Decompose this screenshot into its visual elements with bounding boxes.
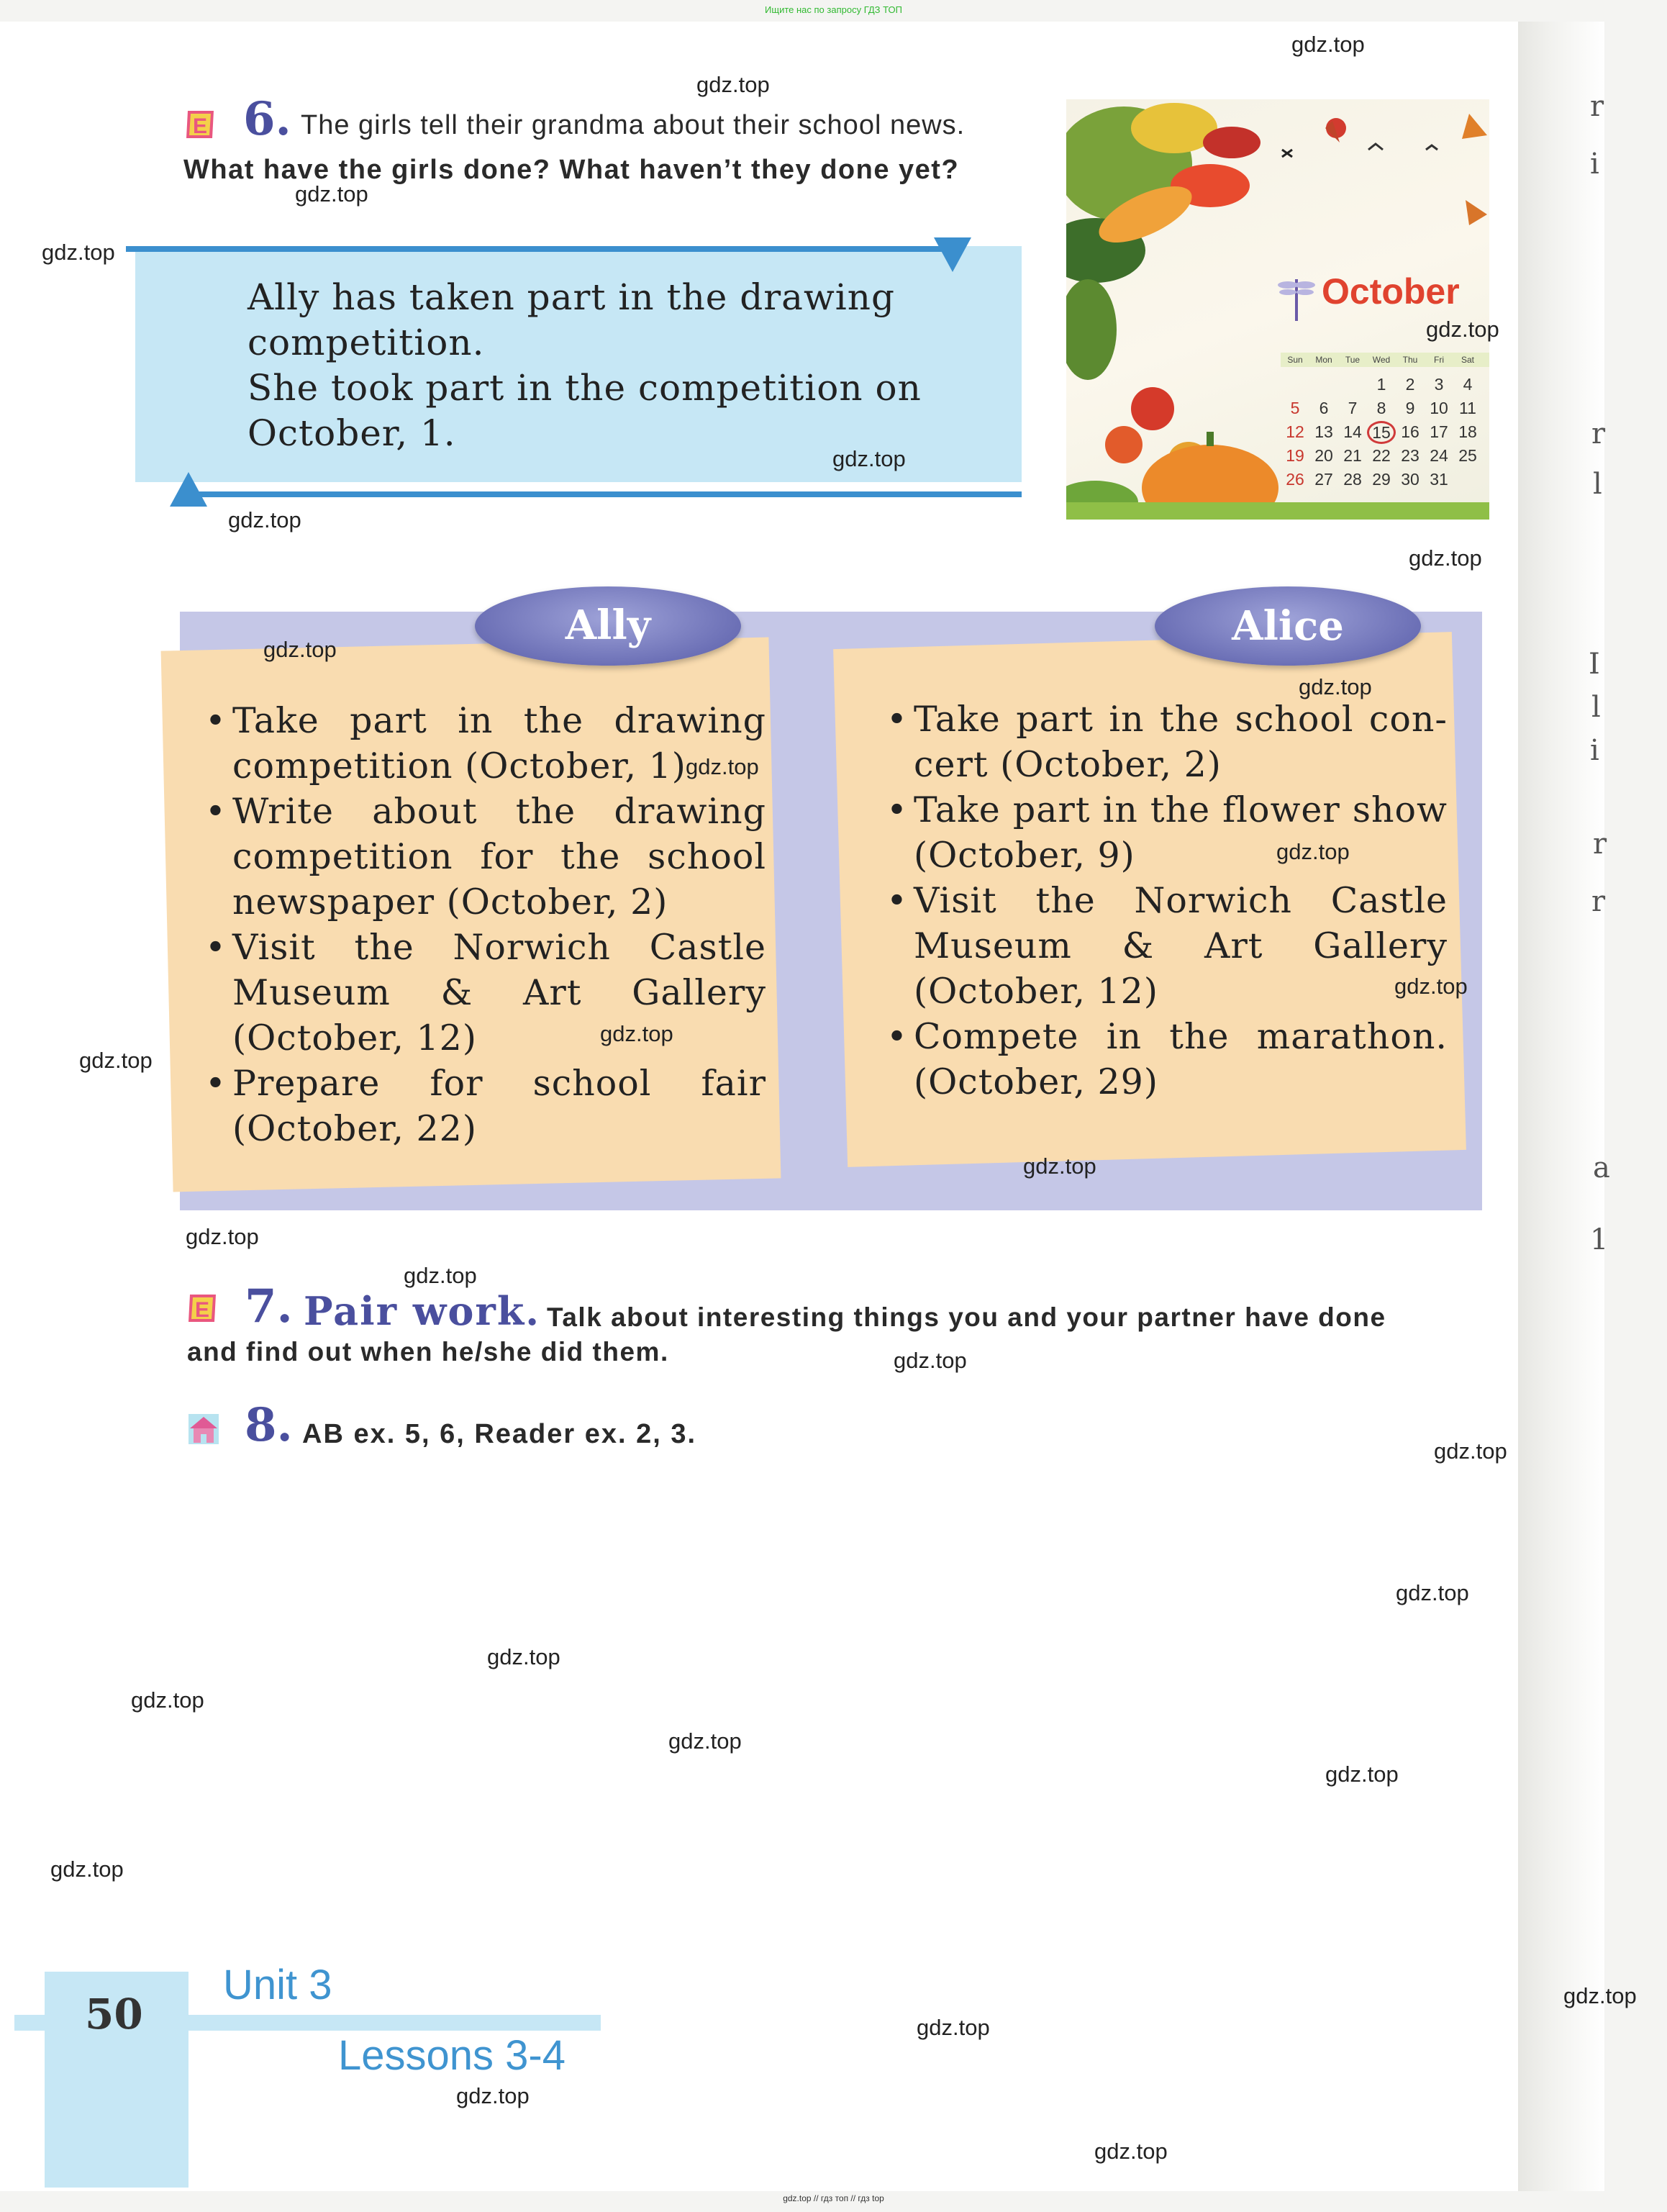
calendar-day: 19 [1286,446,1304,465]
calendar-weekday: Sun [1287,355,1303,365]
calendar-day: 2 [1405,375,1415,394]
watermark-text: gdz.top [1563,1983,1637,2008]
calendar-day: 21 [1343,446,1362,465]
calendar-weekday: Tue [1345,355,1361,365]
edge-character: a [1593,1151,1610,1184]
calendar-weekday: Mon [1315,355,1332,365]
calendar-week [1281,373,1489,396]
list-item-line: • Take part in the flower show [914,789,1448,830]
exercise-6-question: What have the girls done? What haven’t they done yet? [183,155,960,185]
watermark-text: gdz.top [1325,1762,1399,1787]
watermark-text: gdz.top [1409,545,1482,571]
list-item-line: Museum & Art Gallery [232,972,766,1013]
speech-line: She took part in the competition on [247,367,922,409]
calendar-day: 12 [1286,422,1304,441]
calendar-day: 11 [1459,399,1476,417]
list-item-line: • Take part in the drawing [232,700,766,741]
speech-line: competition. [247,322,485,363]
calendar-day: 10 [1430,399,1448,417]
edge-character: r [1591,417,1606,450]
list-item-line: (October, 29) [914,1061,1158,1102]
speech-arrow-icon [934,237,971,275]
exercise-7-instruction-line-1: Talk about interesting things you and your partner have done [547,1302,1386,1332]
list-item-line: competition for the school [232,836,766,877]
alice-list [886,697,1448,1105]
list-item [886,1014,1448,1105]
exercise-6-instruction: The girls tell their grandma about their school news. [301,110,966,140]
watermark-text: gdz.top [487,1644,560,1669]
calendar-week [1281,444,1489,468]
calendar-day: 29 [1372,470,1391,489]
bottom-banner: gdz.top // гдз топ // гдз top [783,2193,884,2203]
calendar-week [1281,468,1489,491]
calendar-day: 13 [1314,422,1333,441]
exercise-8-text: AB ex. 5, 6, Reader ex. 2, 3. [302,1419,697,1449]
calendar-day: 31 [1430,470,1448,489]
edge-character: l [1591,691,1601,724]
top-banner: Ищите нас по запросу ГДЗ ТОП [765,4,902,15]
dragonfly-icon [1275,272,1318,322]
watermark-text: gdz.top [186,1224,259,1249]
home-icon [187,1413,220,1446]
exercise-8-number: 8. [245,1398,293,1452]
edge-character: I [1589,648,1600,681]
speech-text [247,275,967,456]
calendar-day: 17 [1430,422,1448,441]
watermark-text: gdz.top [456,2083,530,2108]
calendar-day: 7 [1348,399,1358,417]
calendar-weekday: Wed [1372,355,1391,365]
watermark-text: gdz.top [50,1857,124,1882]
calendar-month: October [1322,271,1460,312]
list-item-line: cert (October, 2) [914,744,1222,785]
edge-character: i [1590,734,1599,767]
list-item-line: (October, 22) [232,1108,477,1149]
watermark-text: gdz.top [832,446,906,471]
calendar-day: 22 [1372,446,1391,465]
watermark-text: gdz.top [1023,1153,1096,1179]
list-item [886,697,1448,787]
watermark-text: gdz.top [263,637,337,662]
page-number: 50 [85,1990,143,2039]
alice-label: Alice [1155,586,1421,666]
watermark-text: gdz.top [600,1021,673,1046]
speech-box-top-line [126,246,960,252]
list-item-line: • Compete in the marathon. [914,1016,1448,1057]
list-item-line: • Visit the Norwich Castle [914,880,1448,921]
calendar-day: 24 [1430,446,1448,465]
watermark-text: gdz.top [1276,839,1350,864]
watermark-text: gdz.top [42,240,115,265]
watermark-text: gdz.top [917,2015,990,2040]
edge-character: r [1591,885,1606,918]
calendar-week [1281,420,1489,444]
edge-character: 1 [1590,1223,1609,1256]
watermark-text: gdz.top [79,1048,153,1073]
watermark-text: gdz.top [1426,317,1499,342]
exercise-7-instruction-line-2: and find out when he/she did them. [187,1337,669,1366]
calendar-day: 25 [1458,446,1477,465]
speech-arrow-up-icon [170,472,207,507]
edge-character: i [1590,148,1599,181]
edge-character: r [1593,828,1607,861]
calendar-day: 16 [1401,422,1420,441]
calendar-day: 28 [1343,470,1362,489]
calendar-day: 1 [1376,375,1386,394]
list-item-line: • Prepare for school fair [232,1063,766,1104]
calendar-day: 15 [1367,421,1396,444]
watermark-text: gdz.top [668,1728,742,1754]
calendar-day: 3 [1434,375,1444,394]
exercise-7-title: Pair work. [304,1288,541,1334]
watermark-text: gdz.top [1299,674,1372,699]
calendar-day: 14 [1343,422,1362,441]
list-item [205,698,766,789]
next-page-edge [1518,22,1604,2191]
calendar-day: 4 [1463,375,1473,394]
calendar-week [1281,396,1489,420]
activity-e-icon [186,1292,219,1325]
ally-label: Ally [475,586,741,666]
calendar-day: 30 [1401,470,1420,489]
list-item [886,878,1448,1014]
calendar-day: 6 [1319,399,1329,417]
list-item-line: (October, 12) [232,1017,477,1059]
calendar-day: 26 [1286,470,1304,489]
list-item [205,789,766,925]
calendar-day: 8 [1376,399,1386,417]
speech-line: October, 1. [247,412,456,454]
activity-e-icon [183,108,217,141]
list-item-line: • Take part in the school con- [914,699,1448,740]
calendar-day: 20 [1314,446,1333,465]
watermark-text: gdz.top [1434,1438,1507,1464]
list-item-line: newspaper (October, 2) [232,881,668,923]
calendar-weekday: Fri [1434,355,1444,365]
calendar-day: 9 [1405,399,1415,417]
calendar-weekday: Sat [1461,355,1474,365]
calendar-day: 27 [1314,470,1333,489]
edge-character: r [1590,90,1604,123]
list-item-line: Museum & Art Gallery [914,925,1448,966]
list-item-line: competition (October, 1) [232,745,686,787]
calendar-weekday: Thu [1402,355,1418,365]
speech-line: Ally has taken part in the drawing [247,276,895,318]
list-item-line: • Visit the Norwich Castle [232,927,766,968]
watermark-text: gdz.top [404,1263,477,1288]
edge-character: l [1593,468,1602,501]
watermark-text: gdz.top [131,1687,204,1713]
unit-title: Unit 3 [223,1962,332,2008]
ally-list [205,698,766,1151]
watermark-text: gdz.top [295,181,368,207]
list-item-line: • Write about the drawing [232,791,766,832]
svg-text:E: E [192,114,208,138]
lessons-title: Lessons 3-4 [338,2032,565,2079]
calendar-day: 18 [1458,422,1477,441]
list-item [205,925,766,1061]
watermark-text: gdz.top [1394,974,1468,999]
watermark-text: gdz.top [1291,32,1365,57]
svg-text:E: E [194,1298,210,1322]
list-item-line: (October, 9) [914,835,1135,876]
speech-box-bottom-line [193,491,1022,497]
calendar-day: 5 [1290,399,1300,417]
exercise-6-number: 6. [243,92,291,146]
watermark-text: gdz.top [696,72,770,97]
watermark-text: gdz.top [686,754,759,779]
watermark-text: gdz.top [1094,2139,1168,2164]
list-item [886,787,1448,878]
list-item [205,1061,766,1151]
watermark-text: gdz.top [228,507,301,532]
exercise-7-number: 7. [245,1279,293,1333]
watermark-text: gdz.top [1396,1580,1469,1605]
list-item-line: (October, 12) [914,971,1158,1012]
calendar-day: 23 [1401,446,1420,465]
october-calendar [1066,99,1489,520]
watermark-text: gdz.top [894,1348,967,1373]
calendar-grid [1281,353,1489,491]
calendar-weekday-row [1281,353,1489,367]
